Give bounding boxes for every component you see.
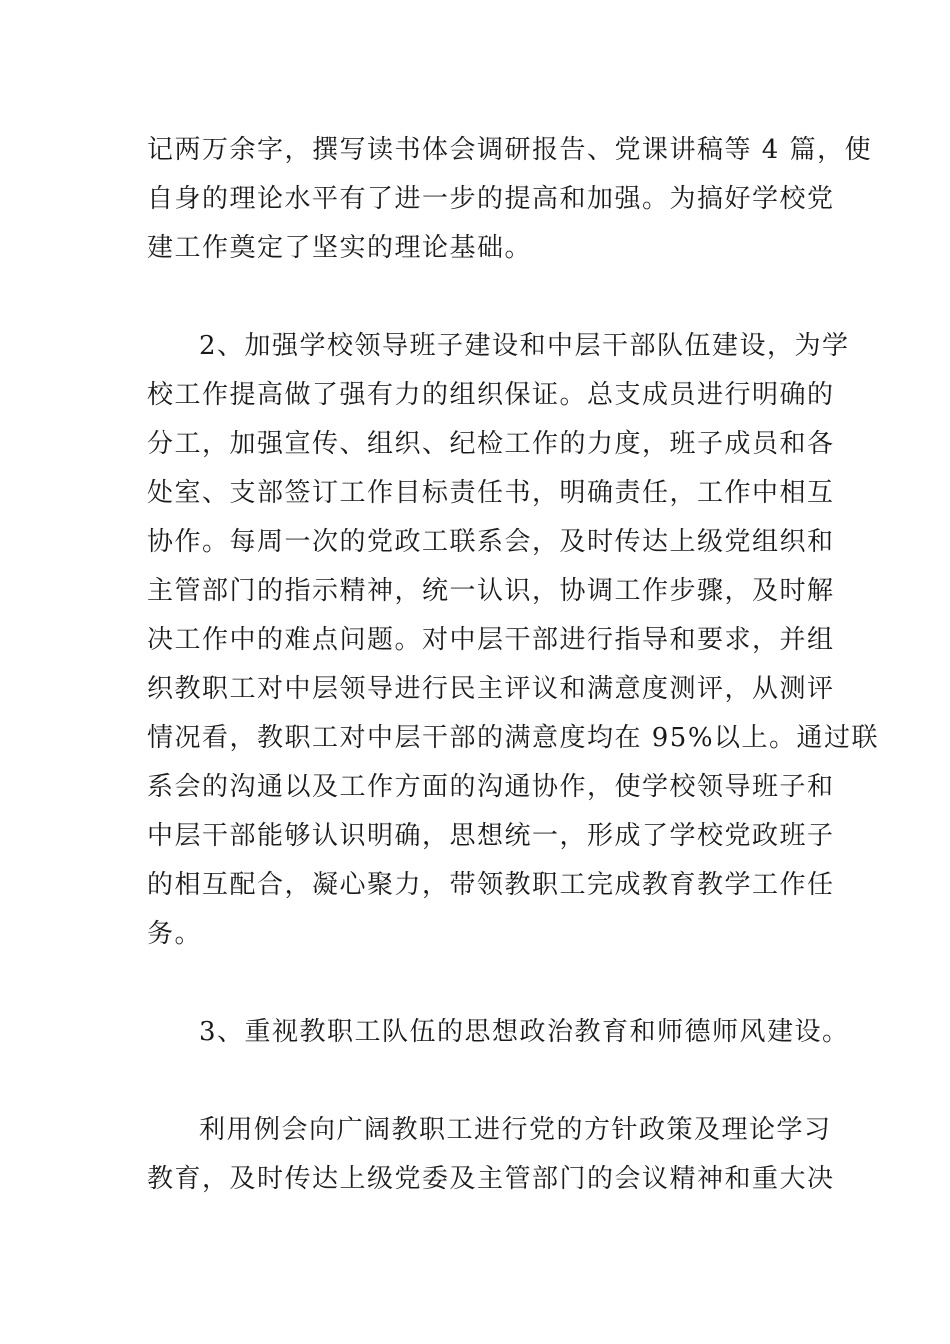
text-line: 教育，及时传达上级党委及主管部门的会议精神和重大决 (147, 1164, 835, 1194)
text-line: 中层干部能够认识明确，思想统一，形成了学校党政班子 (147, 821, 835, 851)
text-line: 2、加强学校领导班子建设和中层干部队伍建设，为学 (199, 331, 850, 361)
paragraph-spacer (147, 959, 807, 1008)
text-line: 织教职工对中层领导进行民主评议和满意度测评，从测评 (147, 674, 835, 704)
paragraph-item-3 (147, 1008, 850, 1057)
paragraph-continuation (147, 126, 873, 273)
text-line: 分工，加强宣传、组织、纪检工作的力度，班子成员和各 (147, 429, 835, 459)
paragraph-spacer (147, 273, 807, 322)
document-body (147, 126, 880, 1204)
text-line: 自身的理论水平有了进一步的提高和加强。为搞好学校党 (147, 184, 835, 214)
text-line: 处室、支部签订工作目标责任书，明确责任，工作中相互 (147, 478, 835, 508)
paragraph-body (147, 1106, 835, 1204)
text-line: 校工作提高做了强有力的组织保证。总支成员进行明确的 (147, 380, 835, 410)
paragraph-item-2 (147, 322, 880, 959)
text-line: 协作。每周一次的党政工联系会，及时传达上级党组织和 (147, 527, 835, 557)
text-line: 务。 (147, 919, 203, 949)
text-line: 3、重视教职工队伍的思想政治教育和师德师风建设。 (199, 1017, 850, 1047)
text-line: 记两万余字，撰写读书体会调研报告、党课讲稿等 4 篇，使 (147, 135, 873, 165)
text-line: 的相互配合，凝心聚力，带领教职工完成教育教学工作任 (147, 870, 835, 900)
text-line: 利用例会向广阔教职工进行党的方针政策及理论学习 (199, 1115, 832, 1145)
text-line: 系会的沟通以及工作方面的沟通协作，使学校领导班子和 (147, 772, 835, 802)
text-line: 情况看，教职工对中层干部的满意度均在 95%以上。通过联 (147, 723, 880, 753)
text-line: 主管部门的指示精神，统一认识，协调工作步骤，及时解 (147, 576, 835, 606)
text-line: 决工作中的难点问题。对中层干部进行指导和要求，并组 (147, 625, 835, 655)
paragraph-spacer (147, 1057, 807, 1106)
text-line: 建工作奠定了坚实的理论基础。 (147, 233, 533, 263)
